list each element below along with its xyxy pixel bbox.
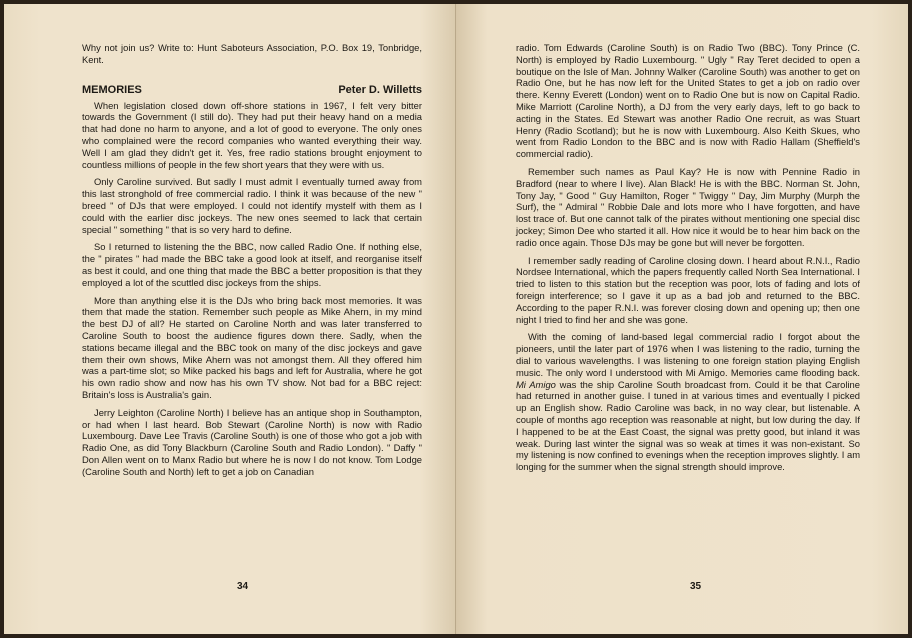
body-paragraph: radio. Tom Edwards (Caroline South) is on Radio Two (BBC). Tony Prince (C. North) is employed by Radio Luxembourg. " Ugly " Ray Teret decided to open a boutique on the Isle of Man. Johnny Walker (Caroline South) was another to get on Radio One, but he has now left for the United States to get a job on radio over there. Kenny Everett (London) went on to Radio One but is now on Capital Radio. Mike Marriott (Caroline North), a DJ from the very early days, left to go back to acting in the States. Ed Stewart was another Radio One recruit, as was Stuart Henry (Radio Scotland); but he is now with Luxembourg. Also Keith Skues, who went from Radio London to the BBC and is now with Radio Hallam (Sheffield's commercial radio). [516, 42, 860, 160]
paragraph-lead: With the coming of land-based legal commercial radio I forgot about the pioneers, until the later part of 1976 when I was listening to the radio, turning the dial to various wavelengths. I was listening to one foreign station playing English music. The only word I understood with Mi Amigo. Memories came flooding back. [516, 331, 860, 378]
body-paragraph [516, 331, 860, 473]
page-number: 34 [237, 581, 249, 592]
page-number: 35 [690, 581, 702, 592]
body-paragraph: Jerry Leighton (Caroline North) I believe has an antique shop in Southampton, or had when I last heard. Bob Stewart (Caroline North) is now with Radio Luxembourg. Dave Lee Travis (Caroline South) is one of those who got a job with Radio One, as did Tony Blackburn (Caroline South and Radio London). " Daffy " Don Allen went on to Manx Radio but where he is now I do not know. Tom Lodge (Caroline South and North) left to get a job on Canadian [82, 406, 422, 477]
body-paragraph: When legislation closed down off-shore stations in 1967, I felt very bitter towards the Government (I still do). They had put their heavy hand on a media that had done no harm to anyone, and a lot of good to everyone. The only ones who complained were the record companies who wanted everything their way. Well I am glad they didn't get it. Yes, free radio stations brought enjoyment to countless millions of people in the few short years that they were with us. [82, 99, 422, 170]
body-paragraph: So I returned to listening the the BBC, now called Radio One. If nothing else, the " pirates " had made the BBC take a good look at itself, and reorganise itself as best it could, and one thing that made the BBC a better proposition is that they employed a lot of the scuttled disc jockeys from the ships. [82, 241, 422, 288]
right-page [456, 4, 908, 634]
ship-name: Mi Amigo [516, 378, 556, 390]
body-paragraph: More than anything else it is the DJs who bring back most memories. It was them that made the station. Remember such people as Mike Ahern, in my mind the best DJ of all? He started on Caroline North and was later transferred to Caroline South to boost the audience figures down there. Sadly, when the stations became illegal and the BBC took on many of the disc jockeys and gave them their own shows, Mike Ahern was not amongst them. All they offered him was a part-time slot; so Mike packed his bags and left for Australia, where he got his own radio show and now has his own TV show. Not bad for a BBC reject: Britain's loss is Australia's gain. [82, 294, 422, 400]
paragraph-rest: the ship Caroline South broadcast from. Could it be that Caroline had returned in another guise. I tuned in at various times and eventually I picked up an English show. Radio Caroline was back, in no way clear, but listenable. A couple of months ago reception was reasonable at night, but low during the day. If I happened to be at the East Coast, the signal was pretty good, but inland it was weak. During last winter the signal was so weak at times it was non-existant. So my listening is now confined to evenings when the reception improves slightly. I am longing for the summer when the signal strength should improve. [516, 378, 860, 473]
body-paragraph: Remember such names as Paul Kay? He is now with Pennine Radio in Bradford (near to where I live). Alan Black! He is with the BBC. Norman St. John, Tony Jay, " Good " Guy Hamilton, Roger " Twiggy " Day, Jim Murphy (Murph the Surf), the " Admiral " Robbie Dale and lots more who I have forgotten, and have lost trace of. But one cannot talk of the pirates without mentioning one special disc jockey; Simon Dee who started it all. How nice it would be to hear him back on the radio once again. Those DJs may be gone but will never be forgotten. [516, 165, 860, 248]
article-author: Peter D. Willetts [338, 83, 422, 96]
left-page [4, 4, 456, 634]
book-spread [4, 4, 908, 634]
body-paragraph: Only Caroline survived. But sadly I must admit I eventually turned away from this last stronghold of free commercial radio. I think it was because of the new " breed " of DJs that were employed. I could not identify mystelf with them as I could with the earlier disc jockeys. The new ones seemed to lack that certain special " something " that is so very hard to define. [82, 176, 422, 235]
article-heading [82, 84, 422, 96]
paragraph-was: was [559, 378, 577, 390]
article-title: MEMORIES [82, 83, 142, 96]
body-paragraph: I remember sadly reading of Caroline closing down. I heard about R.N.I., Radio Nordsee International, which the papers frequently called North Sea International. I tried to listen to this station but the reception was poor, lots of fading and lots of foreign interference; so I gave it up as a bad job and returned to the BBC. According to the paper R.N.I. was forever closing down and opening up; then one night I tried to find her and she was gone. [516, 254, 860, 325]
intro-paragraph: Why not join us? Write to: Hunt Saboteurs Association, P.O. Box 19, Tonbridge, Kent. [82, 42, 422, 65]
